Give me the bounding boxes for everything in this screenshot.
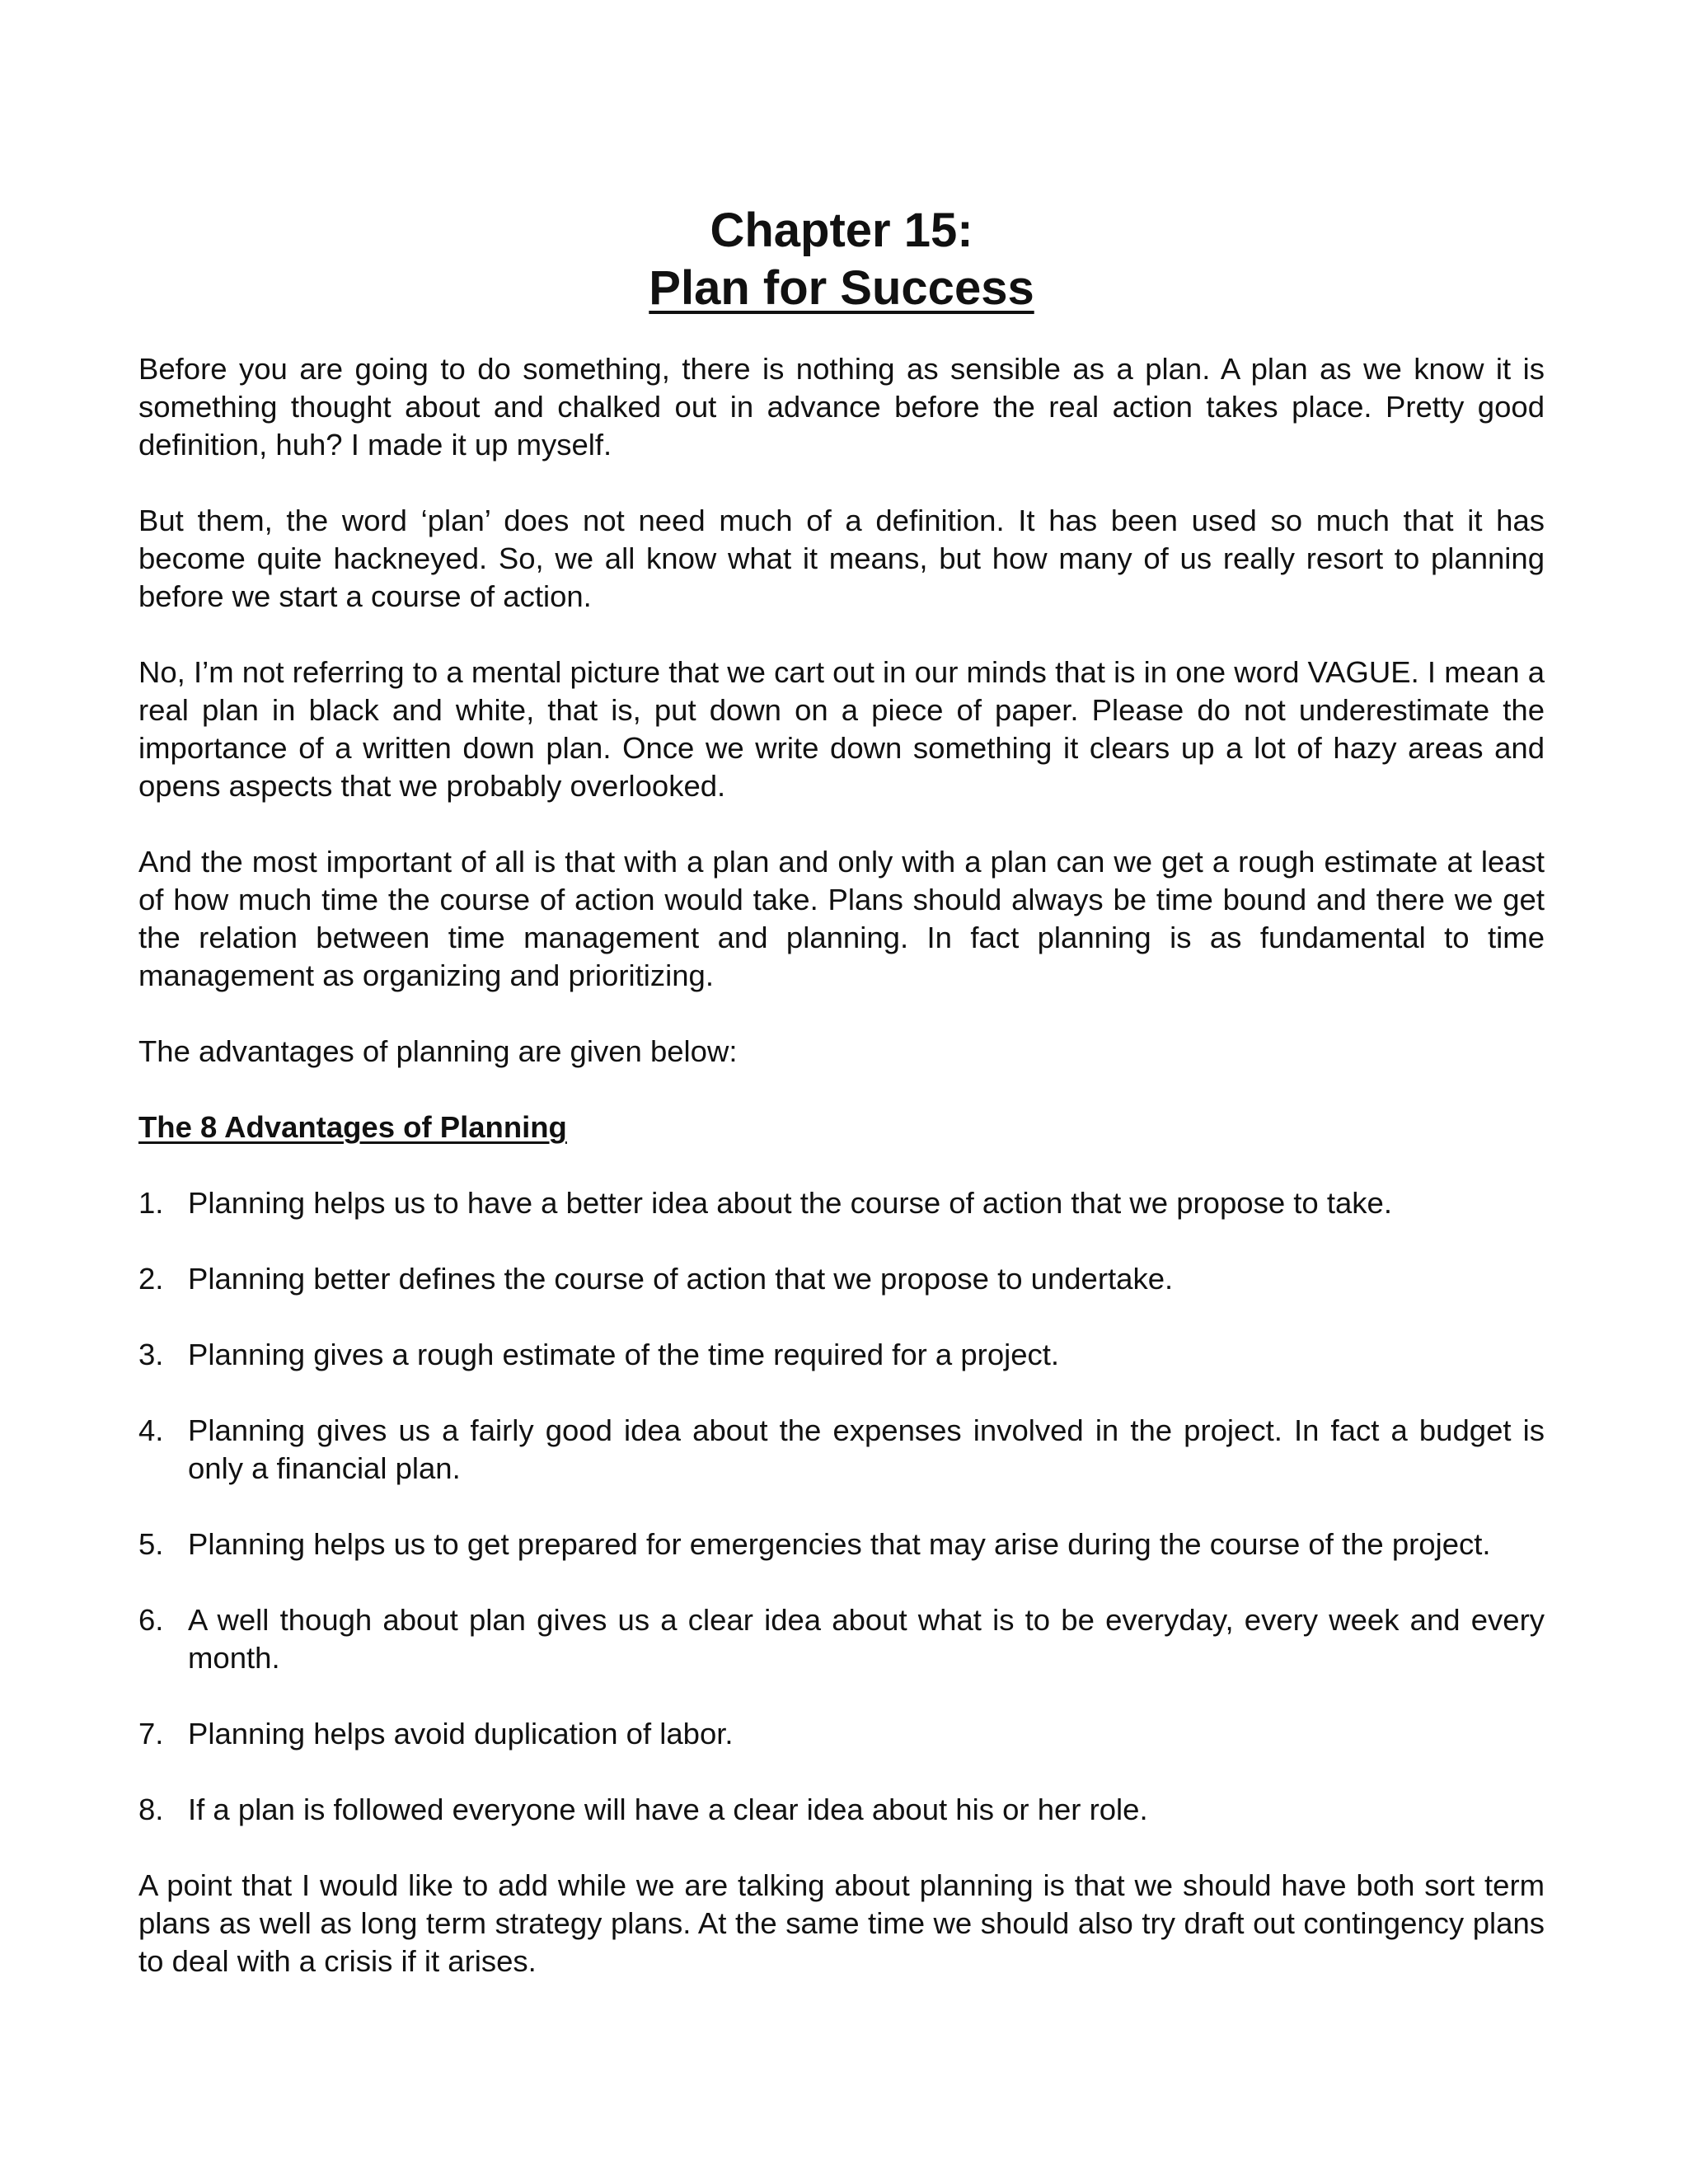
list-item <box>138 1260 1545 1298</box>
list-item-number: 2. <box>138 1262 164 1296</box>
list-item-text: A well though about plan gives us a clear idea about what is to be everyday, every week and every month. <box>188 1603 1545 1675</box>
advantages-list <box>138 1184 1545 1829</box>
paragraph: And the most important of all is that with a plan and only with a plan can we get a rough estimate at least of how much time the course of action would take. Plans should always be time bound and there we get the relation between time management and planning. In fact planning is as fundamental to time management as organizing and prioritizing. <box>138 845 1545 992</box>
list-item-text: Planning helps us to get prepared for emergencies that may arise during the course of the project. <box>188 1527 1491 1561</box>
list-item-text: Planning helps avoid duplication of labor. <box>188 1717 734 1750</box>
list-item <box>138 1412 1545 1488</box>
list-item-number: 8. <box>138 1793 164 1826</box>
list-item <box>138 1715 1545 1753</box>
paragraph: Before you are going to do something, there is nothing as sensible as a plan. A plan as we know it is something thought about and chalked out in advance before the real action takes place. Pretty good definition, huh? I made it up myself. <box>138 352 1545 462</box>
list-item <box>138 1336 1545 1374</box>
list-item <box>138 1526 1545 1563</box>
list-item <box>138 1601 1545 1677</box>
list-item-number: 6. <box>138 1603 164 1637</box>
list-item-text: Planning helps us to have a better idea about the course of action that we propose to take. <box>188 1186 1392 1220</box>
paragraph: But them, the word ‘plan’ does not need much of a definition. It has been used so much that it has become quite hackneyed. So, we all know what it means, but how many of us really resort to planning before we start a course of action. <box>138 504 1545 613</box>
chapter-title: Plan for Success <box>649 261 1034 315</box>
section-heading: The 8 Advantages of Planning <box>138 1110 567 1144</box>
list-item-number: 7. <box>138 1717 164 1750</box>
list-item <box>138 1184 1545 1222</box>
list-item-text: If a plan is followed everyone will have a clear idea about his or her role. <box>188 1793 1148 1826</box>
list-item-number: 4. <box>138 1413 164 1447</box>
document-page <box>138 202 1545 2018</box>
chapter-number: Chapter 15: <box>710 204 973 257</box>
list-item-number: 5. <box>138 1527 164 1561</box>
closing-paragraph: A point that I would like to add while we are talking about planning is that we should have both sort term plans as well as long term strategy plans. At the same time we should also try draft out contingency plans to deal with a crisis if it arises. <box>138 1868 1545 1978</box>
list-item-text: Planning gives a rough estimate of the time required for a project. <box>188 1338 1060 1371</box>
list-item-text: Planning gives us a fairly good idea about the expenses involved in the project. In fact a budget is only a financial plan. <box>188 1413 1545 1485</box>
list-item <box>138 1791 1545 1829</box>
chapter-heading <box>138 202 1545 317</box>
list-item-number: 3. <box>138 1338 164 1371</box>
advantages-intro: The advantages of planning are given below: <box>138 1034 738 1068</box>
paragraph: No, I’m not referring to a mental picture that we cart out in our minds that is in one word VAGUE. I mean a real plan in black and white, that is, put down on a piece of paper. Please do not underestimate the importance of a written down plan. Once we write down something it clears up a lot of hazy areas and opens aspects that we probably overlooked. <box>138 655 1545 803</box>
list-item-number: 1. <box>138 1186 164 1220</box>
list-item-text: Planning better defines the course of action that we propose to undertake. <box>188 1262 1174 1296</box>
